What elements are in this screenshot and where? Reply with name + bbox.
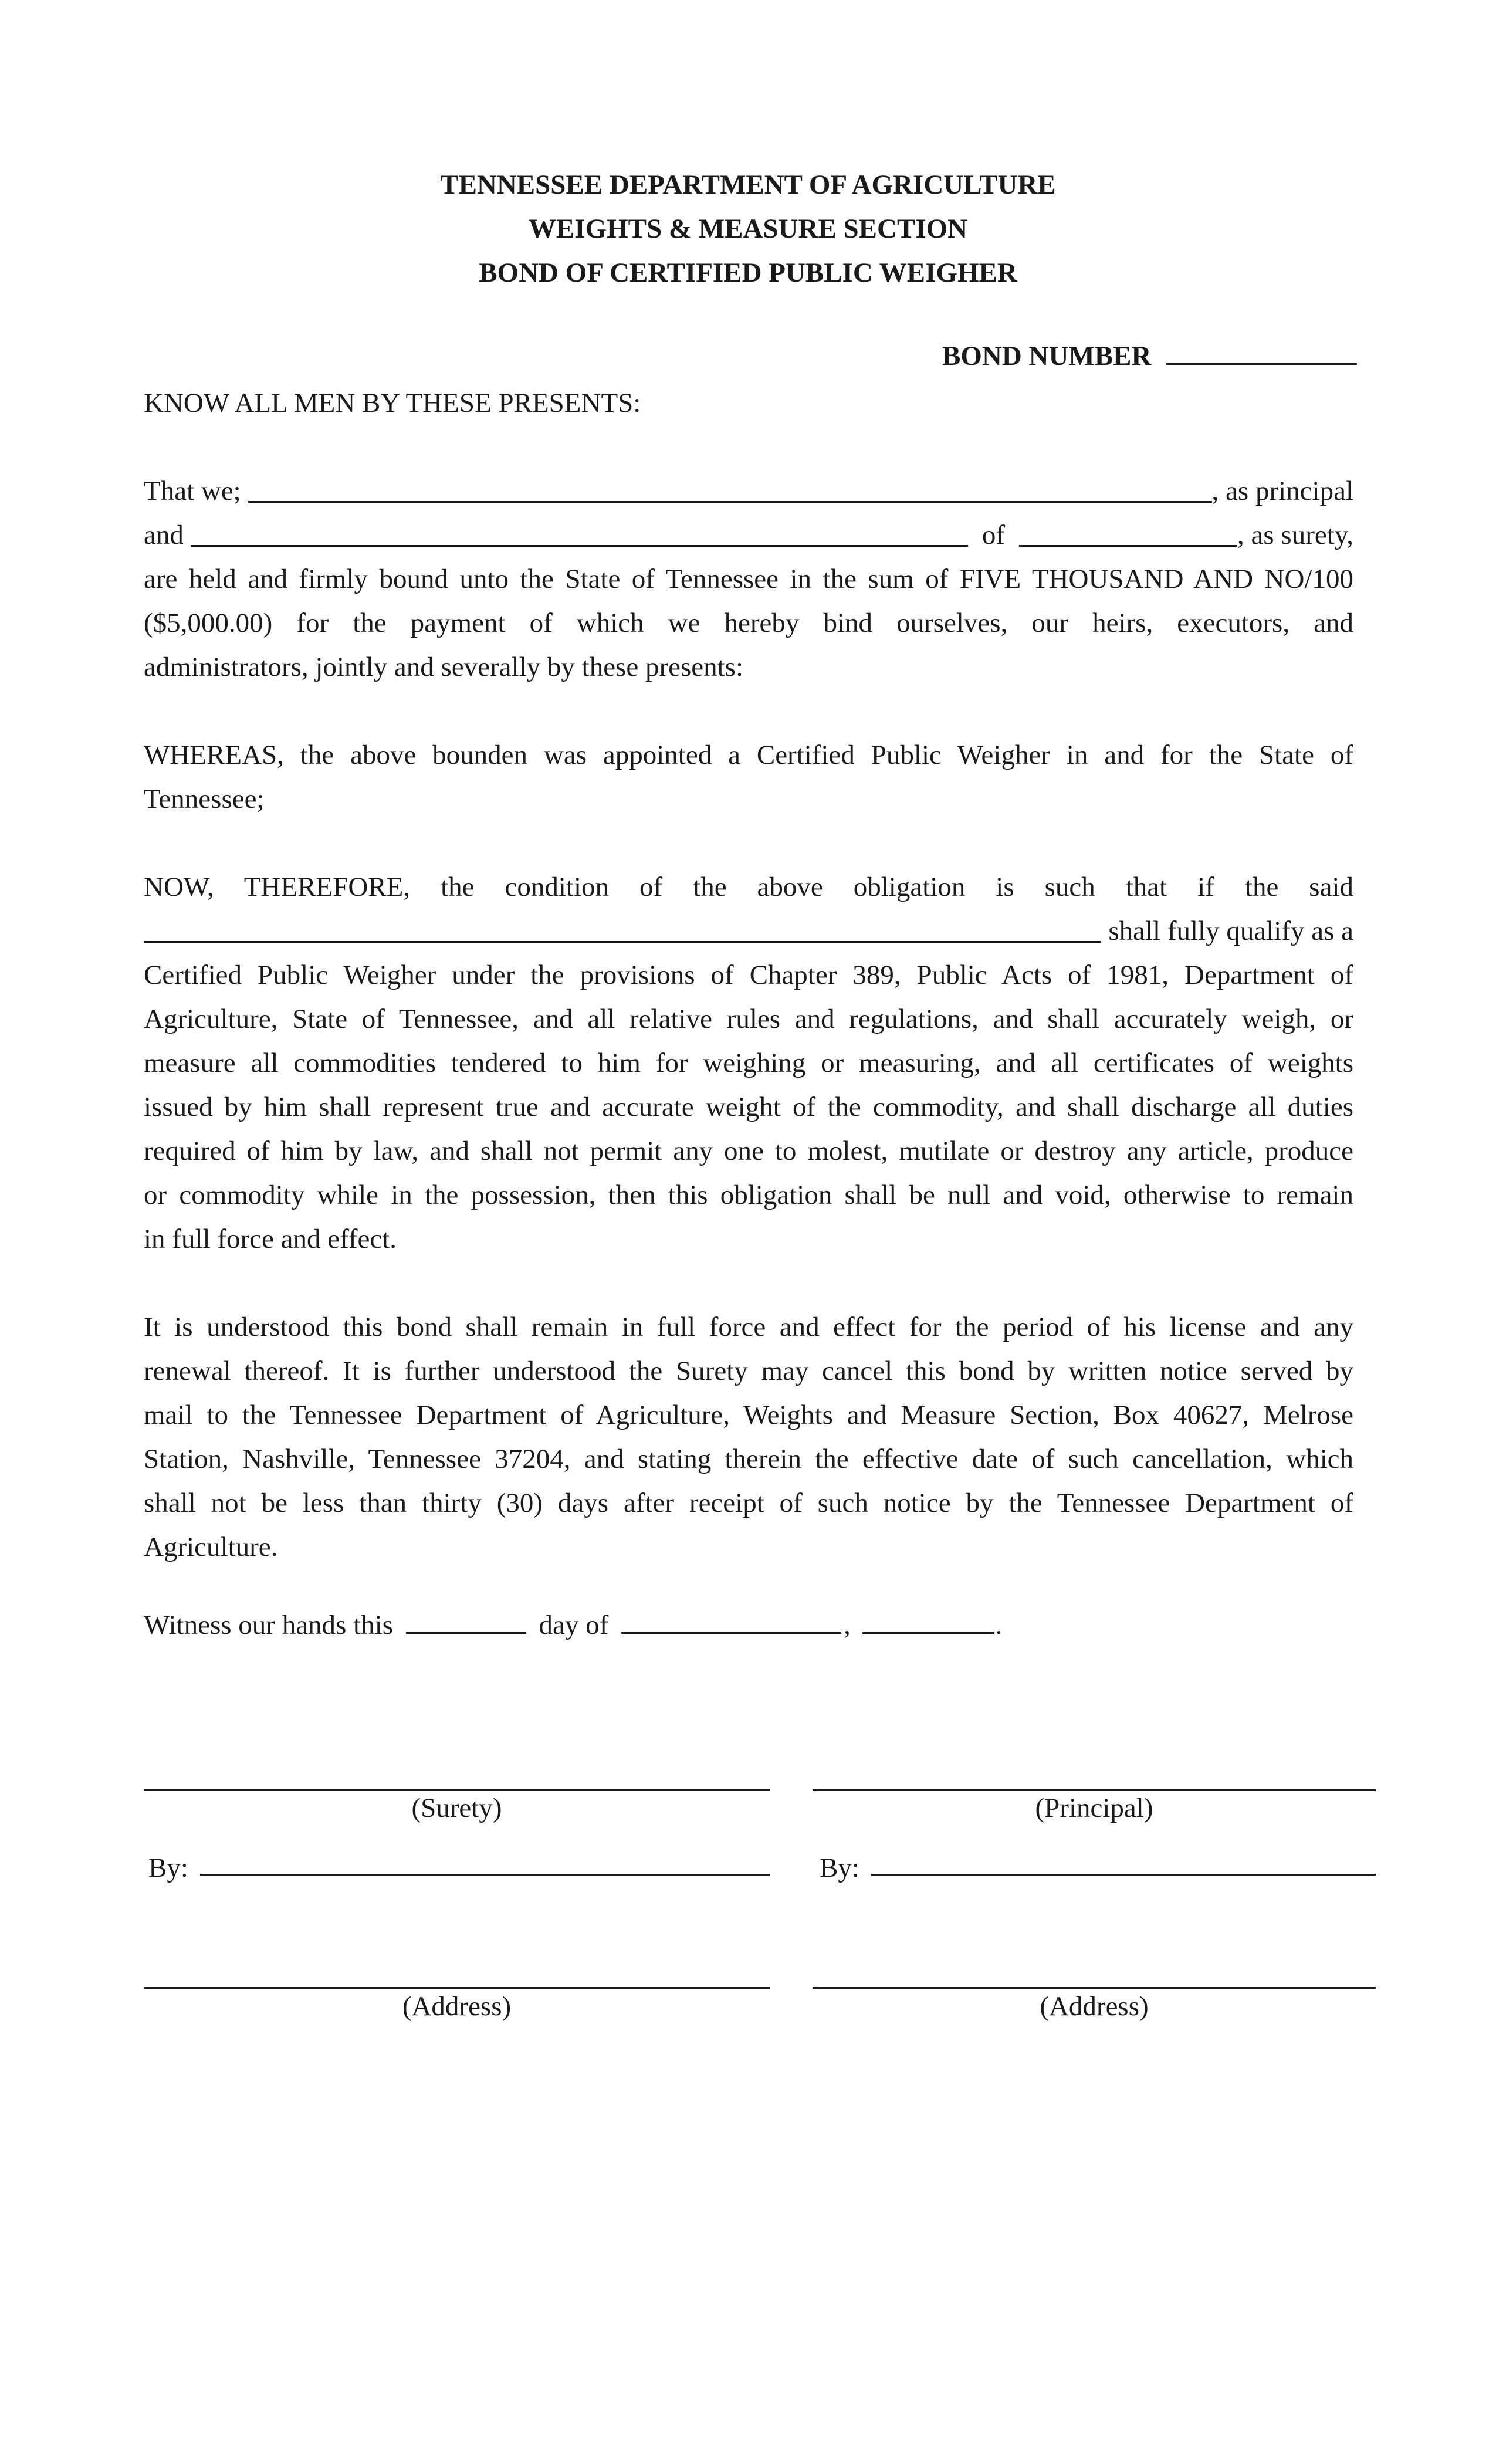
cancellation-line-6: Agriculture. xyxy=(144,1532,278,1562)
witness-day-of: day of xyxy=(539,1610,609,1640)
therefore-line-3: Certified Public Weigher under the provisions of Chapter 389, Public Acts of 1981, Department of xyxy=(144,960,1353,990)
surety-signature-line[interactable] xyxy=(144,1789,770,1791)
principal-address-caption: (Address) xyxy=(1040,1991,1149,2022)
of-label: of xyxy=(981,520,1006,550)
therefore-line-8: or commodity while in the possession, then this obligation shall be null and void, otherwise to remain xyxy=(144,1180,1353,1210)
header-line-1: TENNESSEE DEPARTMENT OF AGRICULTURE xyxy=(440,170,1056,200)
principal-signature-line[interactable] xyxy=(813,1789,1376,1791)
qualify-label: shall fully qualify as a xyxy=(1108,916,1353,946)
witness-comma: , xyxy=(844,1610,851,1640)
cancellation-line-4: Station, Nashville, Tennessee 37204, and stating therein the effective date of such cancellation, which xyxy=(144,1444,1353,1474)
that-we-label: That we; xyxy=(144,476,241,506)
witness-period: . xyxy=(995,1610,1003,1640)
witness-day-field[interactable] xyxy=(406,1611,526,1634)
bond-number xyxy=(942,340,1357,372)
header-line-2: WEIGHTS & MEASURE SECTION xyxy=(528,214,968,244)
therefore-line-9: in full force and effect. xyxy=(144,1224,397,1254)
whereas-line-1: WHEREAS, the above bounden was appointed a Certified Public Weigher in and for the State of xyxy=(144,740,1353,770)
therefore-line-1: NOW, THEREFORE, the condition of the above obligation is such that if the said xyxy=(144,872,1353,902)
intro-text: KNOW ALL MEN BY THESE PRESENTS: xyxy=(144,388,641,418)
principal-caption: (Principal) xyxy=(1035,1793,1153,1823)
obligation-line-1: are held and firmly bound unto the State of Tennessee in the sum of FIVE THOUSAND AND NO/100 xyxy=(144,564,1353,594)
as-surety-label: , as surety, xyxy=(1237,520,1353,550)
principal-line xyxy=(144,469,1353,513)
paragraph-cancellation xyxy=(144,1305,1353,1569)
principal-by-line xyxy=(820,1852,1376,1884)
weigher-name-field[interactable] xyxy=(144,909,1101,943)
intro-line xyxy=(144,381,1353,425)
bond-number-field[interactable] xyxy=(1166,342,1357,365)
cancellation-line-1: It is understood this bond shall remain in full force and effect for the period of his license and any xyxy=(144,1312,1353,1342)
bond-number-label: BOND NUMBER xyxy=(942,341,1152,371)
surety-address-caption: (Address) xyxy=(402,1991,512,2022)
principal-name-field[interactable] xyxy=(248,469,1212,503)
surety-name-field[interactable] xyxy=(191,513,968,547)
principal-by-field[interactable] xyxy=(871,1852,1376,1876)
paragraph-therefore xyxy=(144,865,1353,1261)
document-header xyxy=(0,163,1496,295)
witness-month-field[interactable] xyxy=(621,1611,841,1634)
surety-caption: (Surety) xyxy=(411,1793,502,1823)
as-principal-label: , as principal xyxy=(1211,476,1353,506)
obligation-line-2: ($5,000.00) for the payment of which we hereby bind ourselves, our heirs, executors, and xyxy=(144,608,1353,638)
surety-by-label: By: xyxy=(148,1853,188,1883)
therefore-line-7: required of him by law, and shall not permit any one to molest, mutilate or destroy any article, produce xyxy=(144,1136,1353,1166)
cancellation-line-2: renewal thereof. It is further understood the Surety may cancel this bond by written notice served by xyxy=(144,1356,1353,1386)
paragraph-obligation xyxy=(144,469,1353,689)
therefore-line-4: Agriculture, State of Tennessee, and all relative rules and regulations, and shall accurately weigh, or xyxy=(144,1004,1353,1034)
therefore-line-6: issued by him shall represent true and accurate weight of the commodity, and shall discharge all duties xyxy=(144,1092,1353,1122)
surety-location-field[interactable] xyxy=(1019,513,1237,547)
witness-line xyxy=(144,1603,1353,1647)
obligation-line-3: administrators, jointly and severally by these presents: xyxy=(144,652,744,682)
surety-by-field[interactable] xyxy=(200,1852,770,1876)
surety-address-line[interactable] xyxy=(144,1987,770,1989)
and-label: and xyxy=(144,520,184,550)
surety-by-line xyxy=(148,1852,770,1884)
whereas-line-2: Tennessee; xyxy=(144,784,265,814)
cancellation-line-5: shall not be less than thirty (30) days after receipt of such notice by the Tennessee Department of xyxy=(144,1488,1353,1518)
principal-address-line[interactable] xyxy=(813,1987,1376,1989)
witness-year-field[interactable] xyxy=(862,1611,994,1634)
cancellation-line-3: mail to the Tennessee Department of Agriculture, Weights and Measure Section, Box 40627, Melrose xyxy=(144,1400,1353,1430)
surety-line xyxy=(144,513,1353,557)
principal-by-label: By: xyxy=(820,1853,859,1883)
header-line-3: BOND OF CERTIFIED PUBLIC WEIGHER xyxy=(479,258,1017,288)
paragraph-whereas xyxy=(144,733,1353,821)
therefore-line-5: measure all commodities tendered to him for weighing or measuring, and all certificates of weights xyxy=(144,1048,1353,1078)
witness-prefix: Witness our hands this xyxy=(144,1610,393,1640)
weigher-name-line xyxy=(144,909,1353,953)
